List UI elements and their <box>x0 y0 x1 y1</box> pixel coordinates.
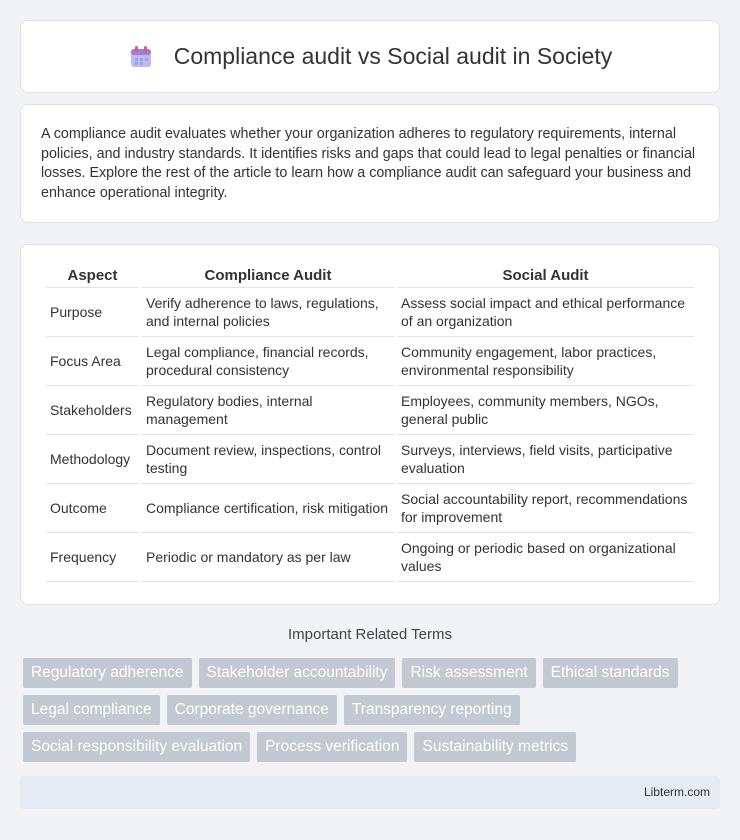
table-row <box>46 337 694 386</box>
table-row <box>46 288 694 337</box>
social-cell: Surveys, interviews, field visits, participative evaluation <box>397 435 694 484</box>
tag-stakeholder-accountability[interactable]: Stakeholder accountability <box>199 658 396 688</box>
tag-sustainability-metrics[interactable]: Sustainability metrics <box>414 732 576 762</box>
footer <box>20 776 720 809</box>
social-cell: Employees, community members, NGOs, general public <box>397 386 694 435</box>
page-title: Compliance audit vs Social audit in Society <box>173 43 613 69</box>
social-cell: Community engagement, labor practices, environmental responsibility <box>397 337 694 386</box>
compliance-cell: Compliance certification, risk mitigation <box>142 484 394 533</box>
aspect-cell: Methodology <box>46 435 139 484</box>
table-row <box>46 484 694 533</box>
footer-site-link[interactable]: Libterm.com <box>643 785 710 799</box>
header-aspect: Aspect <box>46 265 139 288</box>
intro-card <box>20 104 720 223</box>
tag-row <box>23 658 723 688</box>
related-terms-heading: Important Related Terms <box>288 626 452 643</box>
tag-process-verification[interactable]: Process verification <box>257 732 407 762</box>
compliance-cell: Periodic or mandatory as per law <box>142 533 394 582</box>
table-header-row <box>46 265 694 288</box>
intro-text: A compliance audit evaluates whether your organization adheres to regulatory requirements, internal policies, and industry standards. It identifies risks and gaps that could lead to legal penalties or financial losses. Explore the rest of the article to learn how a compliance audit can safeguard your business and enhance operational integrity. <box>41 126 696 201</box>
aspect-cell: Frequency <box>46 533 139 582</box>
calendar-icon <box>128 44 154 70</box>
tag-ethical-standards[interactable]: Ethical standards <box>543 658 678 688</box>
tag-corporate-governance[interactable]: Corporate governance <box>167 695 337 725</box>
comparison-table-card <box>20 244 720 605</box>
aspect-cell: Purpose <box>46 288 139 337</box>
aspect-cell: Outcome <box>46 484 139 533</box>
table-row <box>46 386 694 435</box>
compliance-cell: Regulatory bodies, internal management <box>142 386 394 435</box>
tag-row <box>23 695 723 725</box>
tag-social-responsibility-evaluation[interactable]: Social responsibility evaluation <box>23 732 250 762</box>
tag-transparency-reporting[interactable]: Transparency reporting <box>344 695 520 725</box>
aspect-cell: Focus Area <box>46 337 139 386</box>
table-row <box>46 435 694 484</box>
compliance-cell: Legal compliance, financial records, procedural consistency <box>142 337 394 386</box>
tag-row <box>23 732 723 762</box>
header-compliance-audit: Compliance Audit <box>142 265 394 288</box>
compliance-cell: Document review, inspections, control testing <box>142 435 394 484</box>
title-card <box>20 20 720 93</box>
social-cell: Social accountability report, recommendations for improvement <box>397 484 694 533</box>
table-row <box>46 533 694 582</box>
aspect-cell: Stakeholders <box>46 386 139 435</box>
related-terms-tags <box>23 658 723 769</box>
header-social-audit: Social Audit <box>397 265 694 288</box>
compliance-cell: Verify adherence to laws, regulations, and internal policies <box>142 288 394 337</box>
social-cell: Ongoing or periodic based on organizational values <box>397 533 694 582</box>
tag-regulatory-adherence[interactable]: Regulatory adherence <box>23 658 192 688</box>
comparison-table <box>43 265 697 582</box>
social-cell: Assess social impact and ethical performance of an organization <box>397 288 694 337</box>
tag-legal-compliance[interactable]: Legal compliance <box>23 695 160 725</box>
tag-risk-assessment[interactable]: Risk assessment <box>402 658 535 688</box>
